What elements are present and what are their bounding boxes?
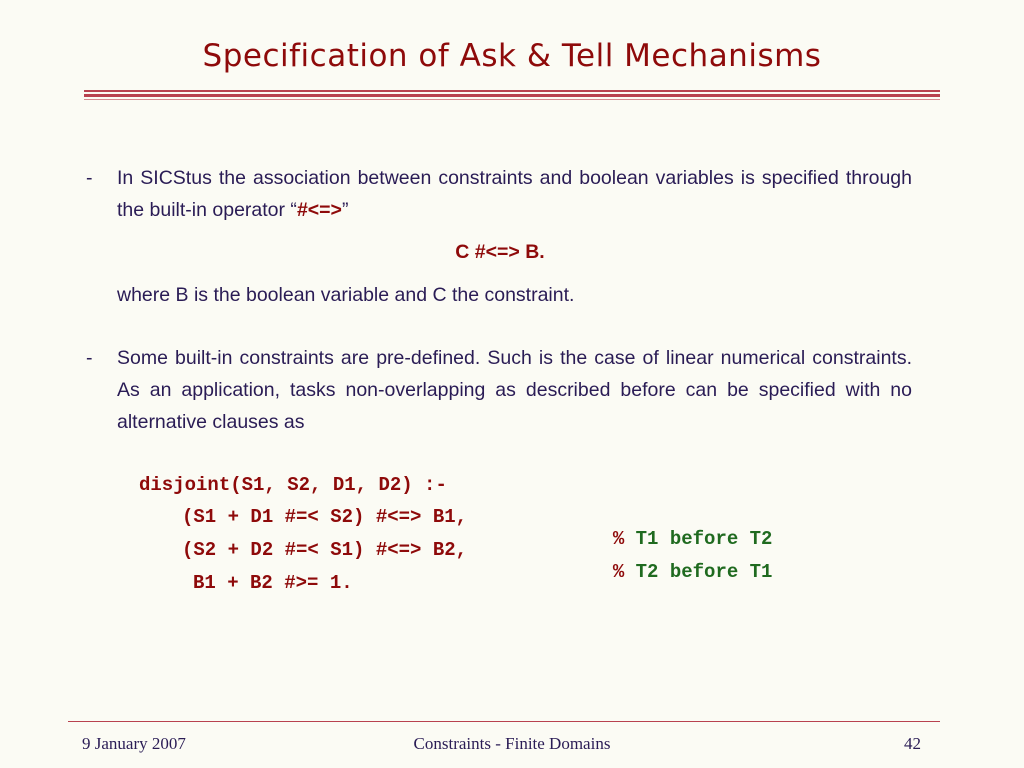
title-divider-thin — [84, 99, 940, 100]
bullet-text: Some built-in constraints are pre-defined. Such is the case of linear numerical constraints. As an application, tasks non-overlapping as described before can be specified with no alternative clauses as — [117, 347, 912, 433]
reification-formula: C #<=> B. — [455, 241, 545, 263]
footer-page-number: 42 — [904, 734, 921, 753]
code-line-head: disjoint(S1, S2, D1, D2) :- — [139, 474, 447, 496]
footer-course: Constraints - Finite Domains — [413, 734, 611, 753]
bullet-dash: - — [86, 167, 93, 189]
comment-marker: % — [612, 561, 625, 583]
code-line-sum: B1 + B2 #>= 1. — [193, 572, 353, 594]
title-divider — [84, 90, 940, 92]
bullet-text — [117, 162, 912, 226]
bullet-dash: - — [86, 347, 93, 369]
code-line-b1: (S1 + D1 #=< S2) #<=> B1, — [182, 506, 468, 528]
comment-text: T2 before T1 — [635, 561, 773, 583]
comment-marker: % — [612, 528, 625, 550]
formula-explanation: where B is the boolean variable and C the constraint. — [117, 284, 575, 306]
code-line-b2: (S2 + D2 #=< S1) #<=> B2, — [182, 539, 468, 561]
code-comment-2 — [590, 539, 772, 583]
bullet-sicstus-operator — [86, 162, 912, 226]
bullet-text-after: ” — [341, 199, 349, 221]
slide-title: Specification of Ask & Tell Mechanisms — [202, 38, 822, 74]
bullet-text-before: In SICStus the association between constraints and boolean variables is specified through the built-in operator “ — [117, 167, 912, 221]
footer-date: 9 January 2007 — [82, 734, 186, 753]
operator-text: #<=> — [296, 199, 342, 221]
comment-text: T1 before T2 — [635, 528, 773, 550]
bullet-linear-constraints — [86, 342, 912, 438]
title-divider-thick — [84, 94, 940, 97]
footer-divider — [68, 721, 940, 722]
